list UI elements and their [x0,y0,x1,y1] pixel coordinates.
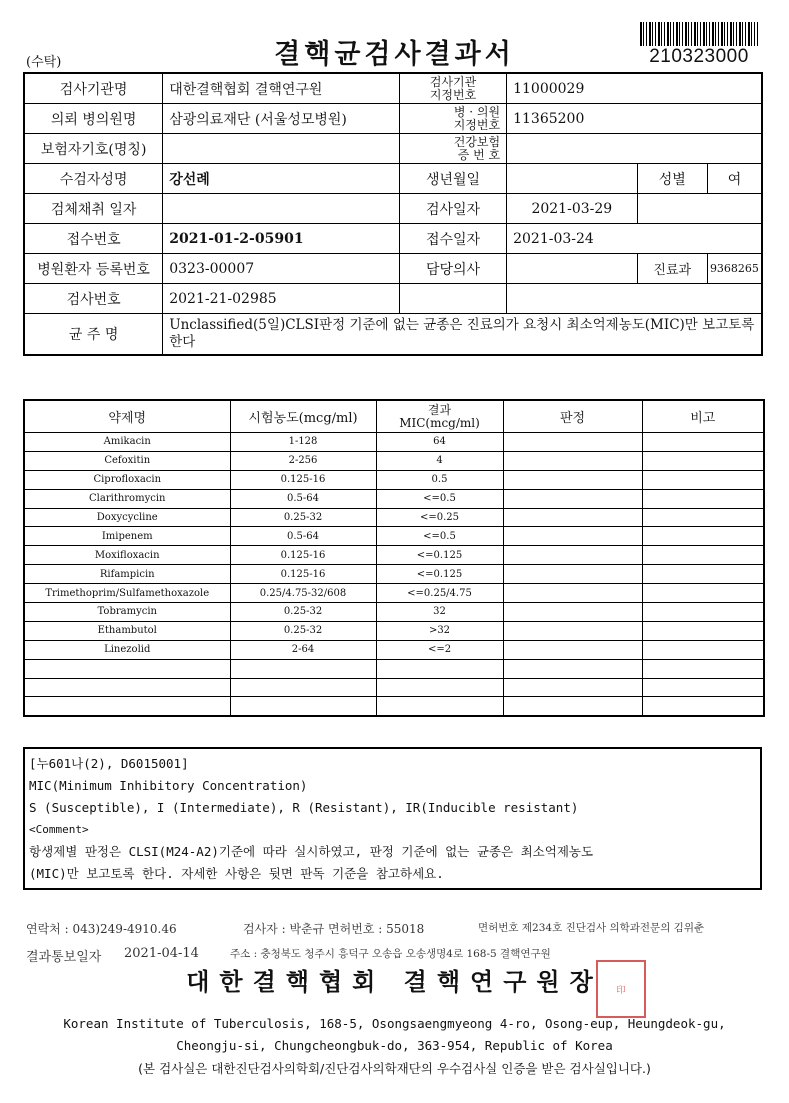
note-cell [642,527,764,546]
drug-susceptibility-table [23,399,765,717]
test-range-cell: 0.25-32 [230,603,376,622]
birth-value [507,164,637,194]
judge-cell [503,621,642,640]
mic-result-cell: <=0.5 [376,527,503,546]
agency-value: 대한결핵협회 결핵연구원 [163,73,400,104]
comment-legend-line: S (Susceptible), I (Intermediate), R (Resistant), IR(Inducible resistant) [29,800,579,815]
test-range-cell: 0.5-64 [230,489,376,508]
judge-cell [503,508,642,527]
drug-name-cell: Clarithromycin [24,489,230,508]
table-row [24,584,764,603]
species-value: Unclassified(5일)CLSI판정 기준에 없는 균종은 진료의가 요청시 최소억제농도(MIC)만 보고토록 한다 [163,314,762,356]
drug-name-cell: Cefoxitin [24,451,230,470]
table-row [24,640,764,659]
patient-name-value: 강선례 [163,164,400,194]
test-range-cell: 0.125-16 [230,546,376,565]
drug-name-cell: Linezolid [24,640,230,659]
mic-result-cell: <=0.25/4.75 [376,584,503,603]
mic-result-cell: 0.5 [376,470,503,489]
table-row [24,565,764,584]
drug-name-cell: Rifampicin [24,565,230,584]
receipt-date-value: 2021-03-24 [507,224,762,254]
table-row [24,451,764,470]
receipt-no-value: 2021-01-2-05901 [163,224,400,254]
note-cell [642,546,764,565]
comment-box [23,747,762,890]
mic-result-cell: >32 [376,621,503,640]
drug-name-cell: Moxifloxacin [24,546,230,565]
judge-cell [503,546,642,565]
mic-result-cell: <=0.25 [376,508,503,527]
comment-code: [누601나(2), D6015001] [29,756,189,771]
judge-cell [503,527,642,546]
copy-label: (수탁) [26,55,62,70]
note-cell [642,451,764,470]
reg-no-value: 0323-00007 [163,254,400,284]
agency-label: 검사기관명 [24,73,163,104]
mic-result-cell: 32 [376,603,503,622]
empty-row [24,678,764,697]
address-en-1: Korean Institute of Tuberculosis, 168-5, Osongsaengmyeong 4-ro, Osong-eup, Heungdeok-gu, [63,1016,726,1031]
reg-no-label: 병원환자 등록번호 [24,254,163,284]
hospital-value: 삼광의료재단 (서울성모병원) [163,104,400,134]
judge-cell [503,603,642,622]
hospital-no-value: 11365200 [507,104,762,134]
address-kr: 주소 : 충청북도 청주시 흥덕구 오송읍 오송생명4로 168-5 결핵연구원 [230,948,551,960]
empty-row [24,659,764,678]
species-label: 균 주 명 [24,314,163,356]
insured-label: 보험자기호(명칭) [24,134,163,164]
header-note: 비고 [642,400,764,433]
judge-cell [503,640,642,659]
receipt-no-label: 접수번호 [24,224,163,254]
comment-text-1: 항생제별 판정은 CLSI(M24-A2)기준에 따라 실시하였고, 판정 기준에 없는 균종은 최소억제농도 [29,844,594,859]
drug-name-cell: Doxycycline [24,508,230,527]
sex-label: 성별 [637,164,707,194]
drug-name-cell: Amikacin [24,433,230,452]
note-cell [642,603,764,622]
dept-value: 9368265 [707,254,762,284]
judge-cell [503,489,642,508]
comment-text-2: (MIC)만 보고토록 한다. 자세한 사항은 뒷면 판독 기준을 참고하세요. [29,866,444,881]
mic-result-cell: 4 [376,451,503,470]
drug-name-cell: Tobramycin [24,603,230,622]
test-range-cell: 0.25-32 [230,621,376,640]
contact-text: 연락처 : 043)249-4910.46 [26,922,177,936]
test-range-cell: 2-256 [230,451,376,470]
mic-result-cell: <=2 [376,640,503,659]
empty-row [24,697,764,716]
test-range-cell: 0.5-64 [230,527,376,546]
note-cell [642,621,764,640]
exam-no-label: 검사번호 [24,284,163,314]
note-cell [642,489,764,508]
note-cell [642,508,764,527]
test-range-cell: 0.125-16 [230,565,376,584]
comment-label: <Comment> [29,823,89,836]
note-cell [642,640,764,659]
collect-value [163,194,400,224]
test-date-label: 검사일자 [399,194,506,224]
note-cell [642,565,764,584]
mic-result-cell: <=0.125 [376,546,503,565]
doctor-value [507,254,637,284]
test-range-cell: 2-64 [230,640,376,659]
patient-info-table [23,72,763,356]
judge-cell [503,565,642,584]
doctor-label: 담당의사 [399,254,506,284]
judge-cell [503,470,642,489]
drug-name-cell: Ethambutol [24,621,230,640]
test-range-cell: 1-128 [230,433,376,452]
exam-no-value: 2021-21-02985 [163,284,400,314]
test-range-cell: 0.25/4.75-32/608 [230,584,376,603]
note-cell [642,584,764,603]
tester-text: 검사자 : 박춘규 면허번호 : 55018 [243,922,425,936]
table-row [24,433,764,452]
sex-value: 여 [707,164,762,194]
table-row [24,546,764,565]
note-cell [642,433,764,452]
receipt-date-label: 접수일자 [399,224,506,254]
test-date-extra [637,194,762,224]
drug-name-cell: Imipenem [24,527,230,546]
table-row [24,527,764,546]
header-result: 결과 MIC(mcg/ml) [376,400,503,433]
birth-label: 생년월일 [399,164,506,194]
header-range: 시험농도(mcg/ml) [230,400,376,433]
header-judge: 판정 [503,400,642,433]
insured-value [163,134,400,164]
mic-result-cell: 64 [376,433,503,452]
table-row [24,470,764,489]
note-cell [642,470,764,489]
health-value [507,134,762,164]
table-row [24,508,764,527]
address-en-2: Cheongju-si, Chungcheongbuk-do, 363-954, Republic of Korea [176,1038,613,1053]
dept-label: 진료과 [637,254,707,284]
agency-no-value: 11000029 [507,73,762,104]
drug-name-cell: Trimethoprim/Sulfamethoxazole [24,584,230,603]
institute-name: 대한결핵협회 결핵연구원장 [186,967,603,996]
report-date-label: 결과통보일자 [26,950,102,965]
license-text: 면허번호 제234호 진단검사 의학과전문의 김위춘 [478,922,705,934]
test-date-value: 2021-03-29 [507,194,637,224]
table-row [24,489,764,508]
comment-mic-line: MIC(Minimum Inhibitory Concentration) [29,778,308,793]
barcode-number: 210323000 [649,46,749,67]
judge-cell [503,433,642,452]
report-date: 2021-04-14 [124,946,199,961]
barcode-image [640,22,758,46]
collect-label: 검체채취 일자 [24,194,163,224]
health-label: 건강보험 증 번 호 [399,134,506,164]
agency-no-label: 검사기관 지정번호 [399,73,506,104]
header-drug: 약제명 [24,400,230,433]
table-row [24,621,764,640]
official-seal-stamp: 印 [596,960,646,1018]
hospital-label: 의뢰 병의원명 [24,104,163,134]
judge-cell [503,451,642,470]
patient-name-label: 수검자성명 [24,164,163,194]
test-range-cell: 0.125-16 [230,470,376,489]
hospital-no-label: 병 · 의원 지정번호 [399,104,506,134]
page-title: 결핵균검사결과서 [274,39,515,70]
mic-result-cell: <=0.125 [376,565,503,584]
table-row [24,603,764,622]
drug-name-cell: Ciprofloxacin [24,470,230,489]
test-range-cell: 0.25-32 [230,508,376,527]
mic-result-cell: <=0.5 [376,489,503,508]
judge-cell [503,584,642,603]
certification-note: (본 검사실은 대한진단검사의학회/진단검사의학재단의 우수검사실 인증을 받은 검사실입니다.) [138,1061,651,1076]
